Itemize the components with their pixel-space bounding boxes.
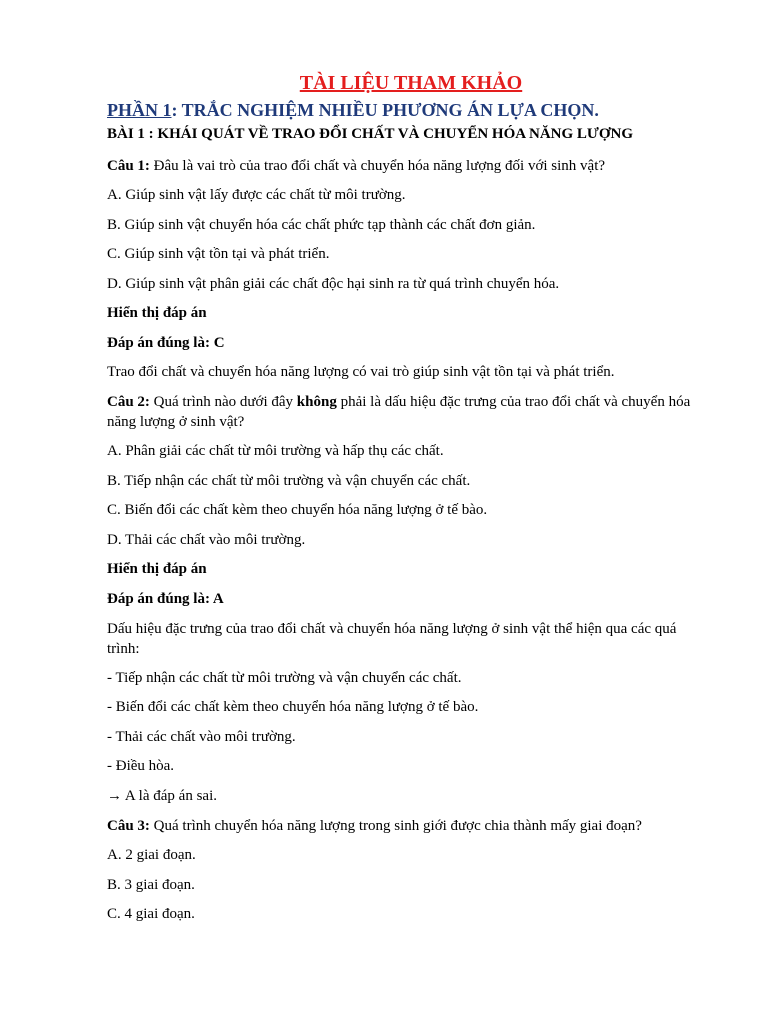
question-2 xyxy=(107,392,707,432)
question-2-show-answer[interactable]: Hiển thị đáp án xyxy=(107,561,207,577)
question-3-option-c: C. 4 giai đoạn. xyxy=(107,906,195,922)
section-text: : TRẮC NGHIỆM NHIỀU PHƯƠNG ÁN LỰA CHỌN. xyxy=(171,100,599,120)
section-label: PHẦN 1 xyxy=(107,100,172,120)
question-2-option-b: B. Tiếp nhận các chất từ môi trường và vận chuyển các chất. xyxy=(107,473,471,489)
document-title: TÀI LIỆU THAM KHẢO xyxy=(299,72,523,94)
question-2-emphasis: không xyxy=(296,394,337,410)
question-3 xyxy=(107,816,642,836)
question-1-option-b: B. Giúp sinh vật chuyển hóa các chất phức tạp thành các chất đơn giản. xyxy=(107,217,536,233)
question-2-bullet-4: - Điều hòa. xyxy=(107,758,175,774)
question-2-option-a: A. Phân giải các chất từ môi trường và hấp thụ các chất. xyxy=(107,443,444,459)
question-2-text-post: phải là dấu hiệu đặc trưng của trao đổi chất và chuyển hóa năng lượng ở sinh vật? xyxy=(107,394,691,430)
question-1-option-c: C. Giúp sinh vật tồn tại và phát triển. xyxy=(107,246,330,262)
question-1-label: Câu 1: xyxy=(107,158,150,174)
question-2-answer: Đáp án đúng là: A xyxy=(107,591,224,607)
question-2-conclusion xyxy=(107,786,217,806)
question-2-bullet-2: - Biến đổi các chất kèm theo chuyển hóa năng lượng ở tế bào. xyxy=(107,699,479,715)
question-3-option-b: B. 3 giai đoạn. xyxy=(107,877,195,893)
question-2-option-d: D. Thải các chất vào môi trường. xyxy=(107,532,306,548)
arrow-icon: → xyxy=(107,788,122,804)
question-1-answer: Đáp án đúng là: C xyxy=(107,335,225,351)
question-1 xyxy=(107,156,605,176)
question-2-label: Câu 2: xyxy=(107,394,150,410)
question-1-option-a: A. Giúp sinh vật lấy được các chất từ môi trường. xyxy=(107,187,406,203)
question-1-explanation: Trao đổi chất và chuyển hóa năng lượng có vai trò giúp sinh vật tồn tại và phát triển. xyxy=(107,364,615,380)
question-1-option-d: D. Giúp sinh vật phân giải các chất độc hại sinh ra từ quá trình chuyển hóa. xyxy=(107,276,560,292)
question-2-bullet-1: - Tiếp nhận các chất từ môi trường và vận chuyển các chất. xyxy=(107,670,462,686)
question-2-option-c: C. Biến đổi các chất kèm theo chuyển hóa năng lượng ở tế bào. xyxy=(107,502,488,518)
lesson-heading: BÀI 1 : KHÁI QUÁT VỀ TRAO ĐỔI CHẤT VÀ CHUYỂN HÓA NĂNG LƯỢNG xyxy=(107,126,634,142)
question-2-text-pre: Quá trình nào dưới đây xyxy=(149,394,297,410)
question-2-bullet-3: - Thải các chất vào môi trường. xyxy=(107,729,296,745)
question-2-conclusion-text: A là đáp án sai. xyxy=(122,788,217,804)
question-3-option-a: A. 2 giai đoạn. xyxy=(107,847,196,863)
question-1-text: Đâu là vai trò của trao đổi chất và chuyển hóa năng lượng đối với sinh vật? xyxy=(149,158,606,174)
section-heading xyxy=(107,100,599,121)
question-2-explanation: Dấu hiệu đặc trưng của trao đổi chất và chuyển hóa năng lượng ở sinh vật thể hiện qua các quá trình: xyxy=(107,621,677,657)
question-1-show-answer[interactable]: Hiển thị đáp án xyxy=(107,305,207,321)
question-3-text: Quá trình chuyển hóa năng lượng trong sinh giới được chia thành mấy giai đoạn? xyxy=(149,818,642,834)
question-3-label: Câu 3: xyxy=(107,818,150,834)
